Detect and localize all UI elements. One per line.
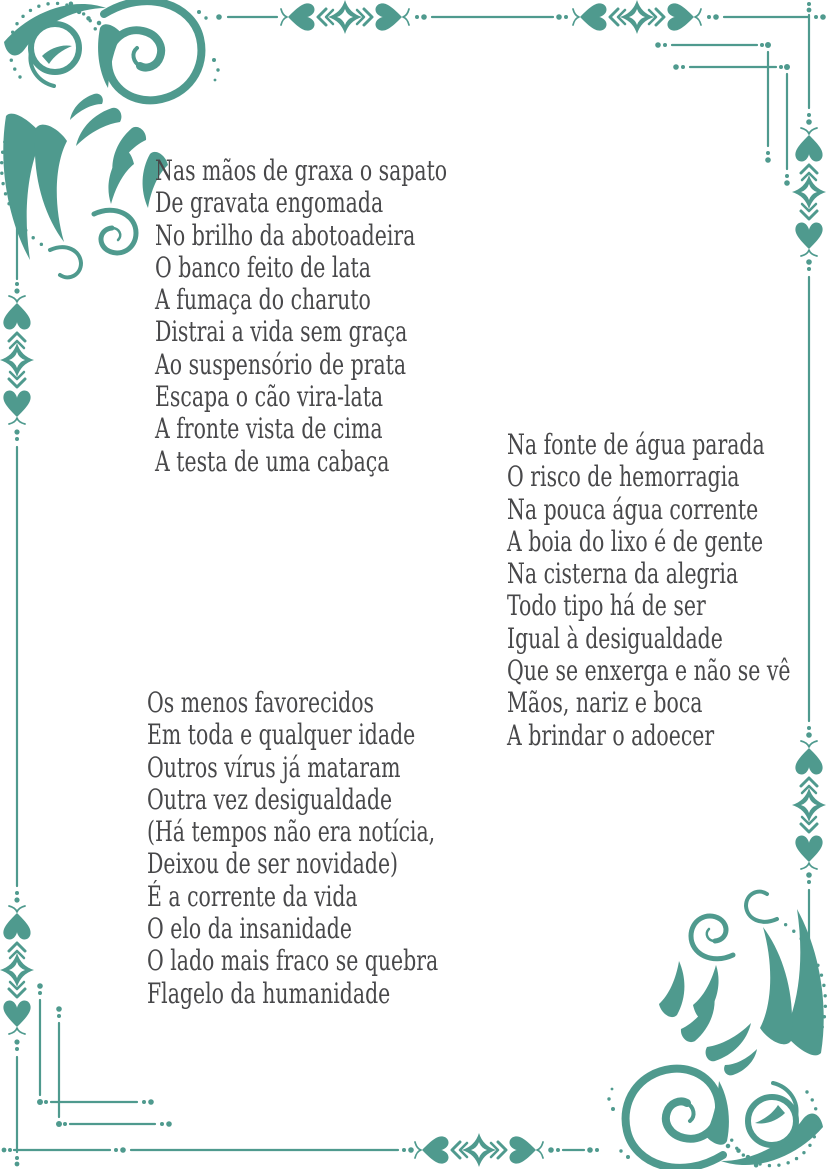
poem-line: O banco feito de lata <box>155 250 371 284</box>
poem-line: No brilho da abotoadeira <box>155 218 416 252</box>
corner-flourish-bottom-right-icon <box>607 892 825 1169</box>
poem-line: A brindar o adoecer <box>507 718 715 752</box>
poem-line: Nas mãos de graxa o sapato <box>155 154 448 187</box>
poem-line: Os menos favorecidos <box>147 686 375 719</box>
poem-line: (Há tempos não era notícia, <box>147 815 436 849</box>
poem-line: Mãos, nariz e boca <box>507 686 703 720</box>
poem-line: É a corrente da vida <box>147 879 358 913</box>
poem-line: O risco de hemorragia <box>507 460 740 494</box>
poem-line: A fronte vista de cima <box>155 412 383 446</box>
poem-line: Distrai a vida sem graça <box>155 315 408 349</box>
poem-line: Na fonte de água parada <box>507 428 765 461</box>
poem-line: Na pouca água corrente <box>507 492 759 526</box>
poem-line: De gravata engomada <box>155 186 384 220</box>
stanza-1 <box>155 155 447 478</box>
poem-line: Outros vírus já mataram <box>147 750 401 784</box>
poem-line: Outra vez desigualdade <box>147 782 393 816</box>
poem-line: Igual à desigualdade <box>507 621 723 655</box>
poem-line: A boia do lixo é de gente <box>507 524 764 558</box>
poem-line: Ao suspensório de prata <box>155 347 407 381</box>
poem-line: O lado mais fraco se quebra <box>147 944 439 978</box>
stanza-3 <box>147 687 438 1010</box>
poem-line: A fumaça do charuto <box>155 283 371 317</box>
poem-line: O elo da insanidade <box>147 912 352 946</box>
poem-line: Deixou de ser novidade) <box>147 847 399 881</box>
poem-line: Que se enxerga e não se vê <box>507 654 791 688</box>
stanza-2 <box>507 429 791 752</box>
poem-line: Flagelo da humanidade <box>147 976 391 1010</box>
poem-line: Na cisterna da alegria <box>507 557 739 591</box>
poem-line: Todo tipo há de ser <box>507 589 706 623</box>
poem-line: Escapa o cão vira-lata <box>155 380 384 414</box>
corner-accent-lines-top-right <box>655 42 790 186</box>
poem-line: Em toda e qualquer idade <box>147 718 416 752</box>
poem-line: A testa de uma cabaça <box>155 444 390 478</box>
